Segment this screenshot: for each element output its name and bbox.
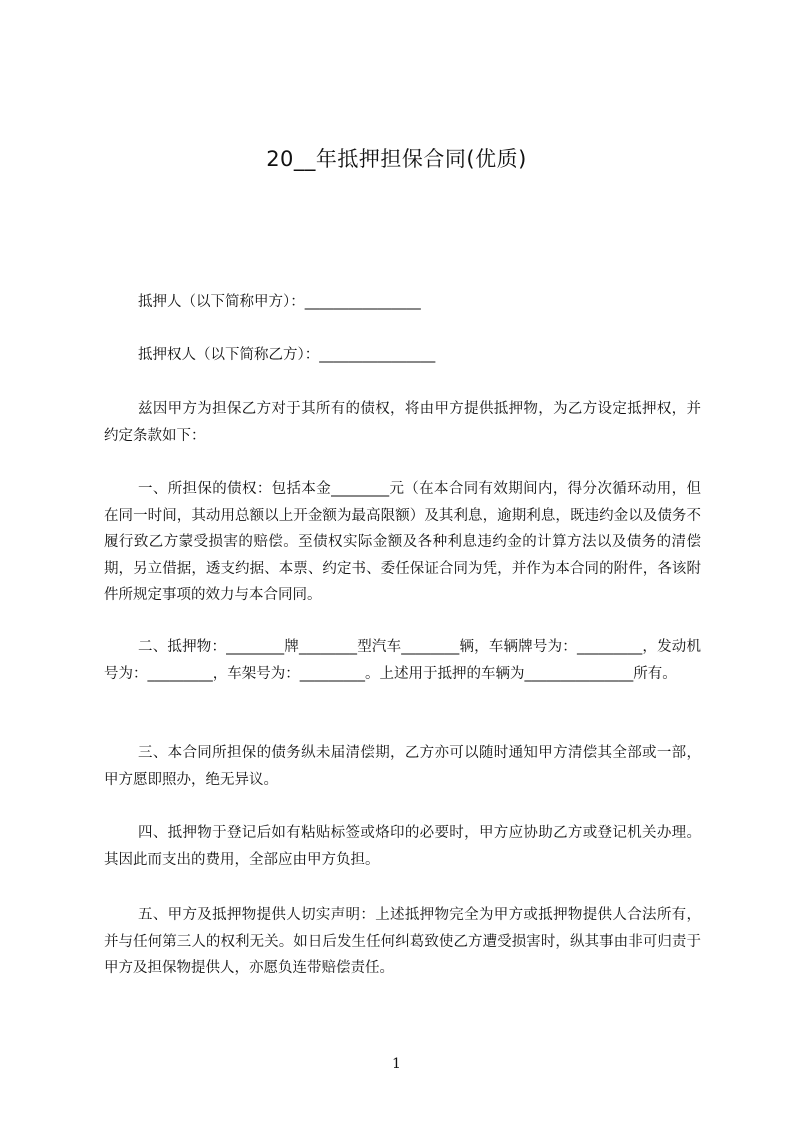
clause-2-paragraph: 二、抵押物：________牌________型汽车________辆，车辆牌号为：_________，发动机号为：_________，车架号为：_________。上述用于抵押的车辆为_______________所有。 <box>104 639 701 682</box>
clause-5-paragraph: 五、甲方及抵押物提供人切实声明：上述抵押物完全为甲方或抵押物提供人合法所有，并与任何第三人的权利无关。如日后发生任何纠葛致使乙方遭受损害时，纵其事由非可归责于甲方及担保物提供人，亦愿负连带赔偿责任。 <box>104 907 701 976</box>
document-title: 20__年抵押担保合同(优质) <box>266 147 527 171</box>
mortgagee-line: 抵押权人（以下简称乙方）：________________ <box>138 347 436 363</box>
clause-4-paragraph: 四、抵押物于登记后如有粘贴标签或烙印的必要时，甲方应协助乙方或登记机关办理。其因此而支出的费用，全部应由甲方负担。 <box>104 825 701 868</box>
intro-paragraph: 兹因甲方为担保乙方对于其所有的债权，将由甲方提供抵押物，为乙方设定抵押权，并约定条款如下： <box>104 401 701 444</box>
mortgagor-line: 抵押人（以下简称甲方）：________________ <box>138 294 421 310</box>
clause-1-paragraph: 一、所担保的债权：包括本金________元（在本合同有效期间内，得分次循环动用，但在同一时间，其动用总额以上开金额为最高限额）及其利息，逾期利息，既违约金以及债务不履行致乙方蒙受损害的赔偿。至债权实际金额及各种利息违约金的计算方法以及债务的清偿期，另立借据，透支约据、本票、约定书、委任保证合同为凭，并作为本合同的附件，各该附件所规定事项的效力与本合同同。 <box>104 481 701 603</box>
page-number: 1 <box>392 1056 401 1072</box>
clause-3-paragraph: 三、本合同所担保的债务纵未届清偿期，乙方亦可以随时通知甲方清偿其全部或一部，甲方愿即照办，绝无异议。 <box>104 745 701 788</box>
